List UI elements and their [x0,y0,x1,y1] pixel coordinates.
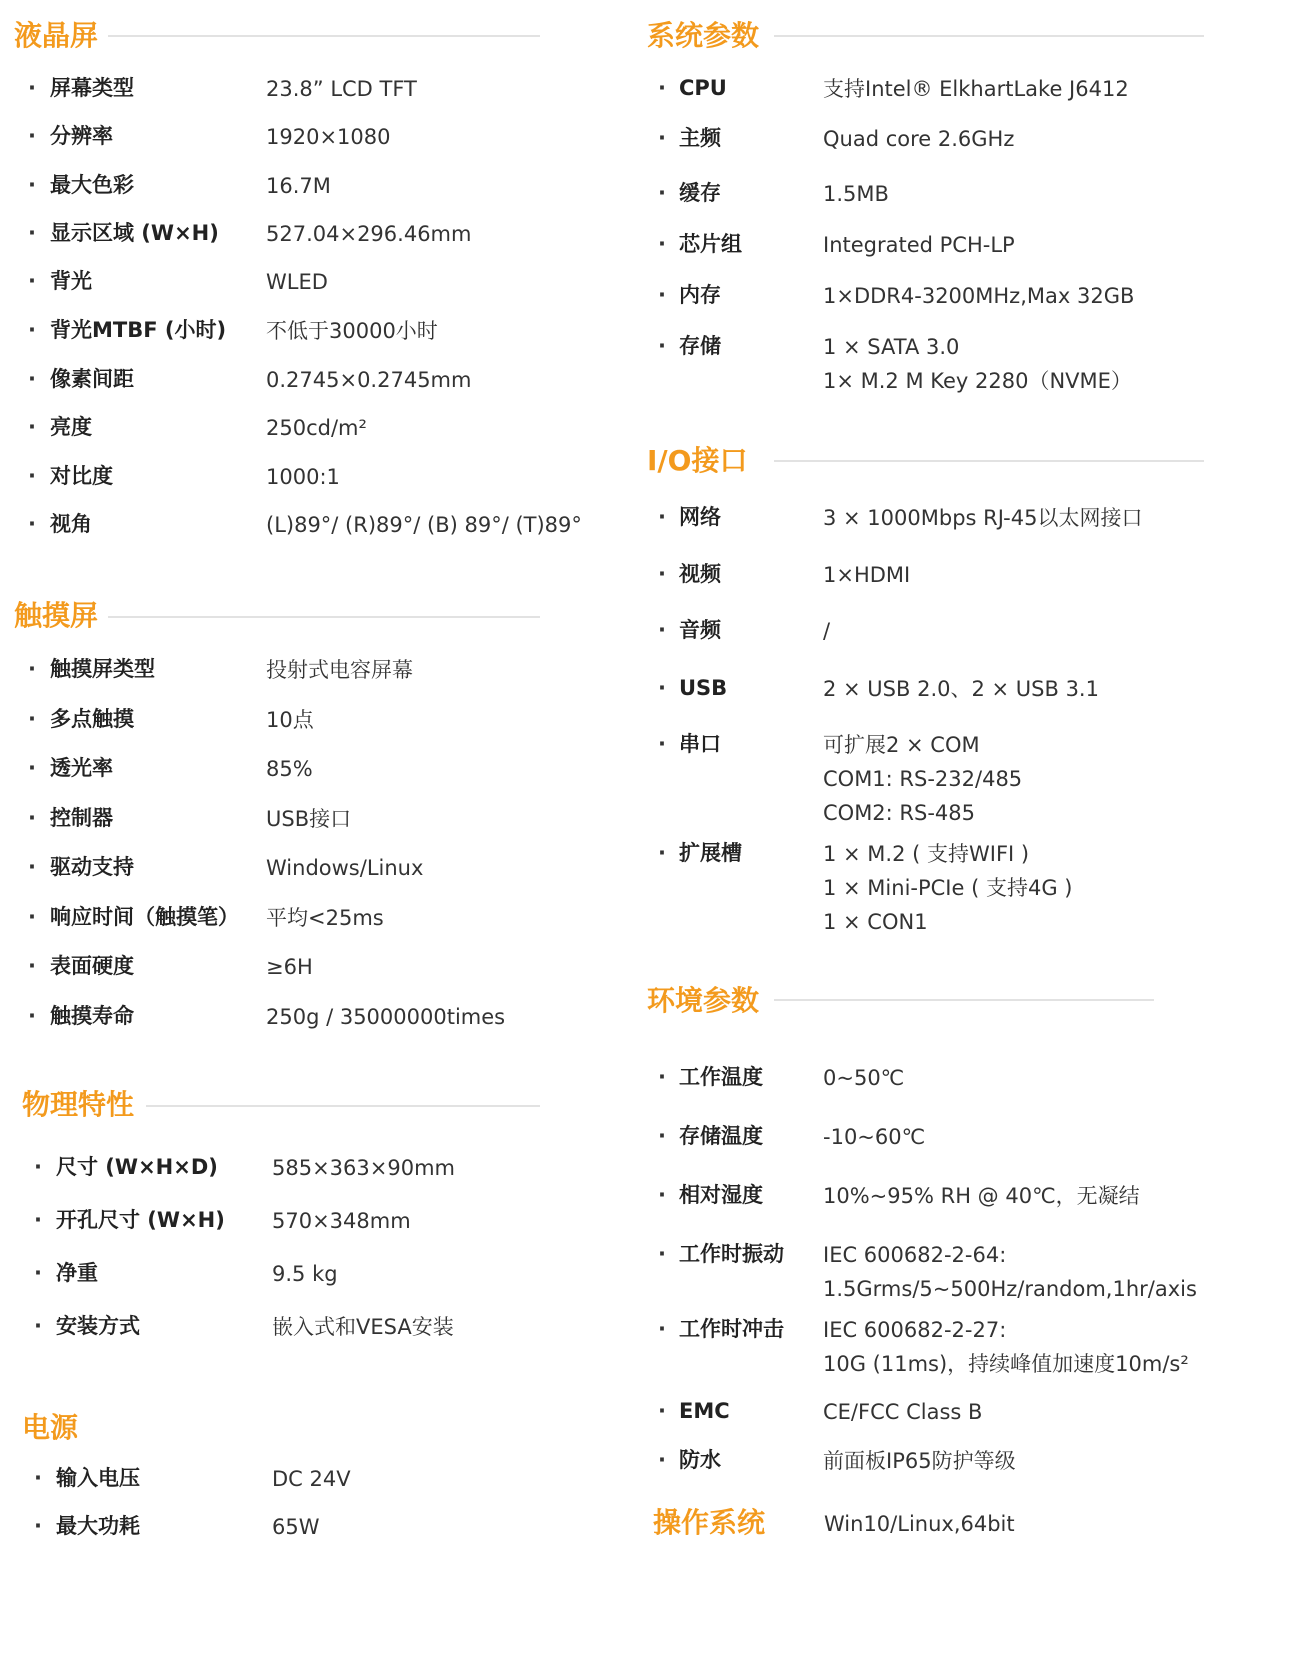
section-divider [108,35,540,37]
spec-value: 1920×1080 [266,125,391,149]
spec-label: 存储温度 [679,1124,763,1148]
spec-label: 存储 [679,334,721,358]
bullet-icon: · [28,318,36,342]
section-divider [146,1105,540,1107]
bullet-icon: · [28,512,36,536]
bullet-icon: · [28,269,36,293]
spec-value: (L)89°/ (R)89°/ (B) 89°/ (T)89° [266,513,582,537]
spec-label: 背光MTBF (小时) [50,318,227,342]
spec-value: IEC 600682-2-27: 10G (11ms)，持续峰值加速度10m/s² [823,1318,1189,1376]
spec-label: 背光 [50,269,92,293]
spec-value: 65W [272,1515,320,1539]
bullet-icon: · [658,1317,666,1341]
spec-value: 前面板IP65防护等级 [823,1449,1016,1473]
spec-label: 屏幕类型 [50,76,134,100]
bullet-icon: · [28,173,36,197]
bullet-icon: · [28,124,36,148]
bullet-icon: · [28,806,36,830]
bullet-icon: · [658,283,666,307]
bullet-icon: · [28,221,36,245]
bullet-icon: · [34,1261,42,1285]
spec-label: 分辨率 [50,124,113,148]
spec-value: 3 × 1000Mbps RJ-45以太网接口 [823,506,1143,530]
spec-value: 585×363×90mm [272,1156,455,1180]
spec-label: 工作时振动 [679,1242,784,1266]
spec-value: 16.7M [266,174,331,198]
spec-label: 安装方式 [56,1314,140,1338]
spec-label: 内存 [679,283,721,307]
spec-label: 触摸寿命 [50,1004,134,1028]
bullet-icon: · [658,676,666,700]
spec-value: 1×HDMI [823,563,911,587]
bullet-icon: · [28,415,36,439]
spec-value: Integrated PCH-LP [823,233,1015,257]
spec-label: 尺寸 (W×H×D) [56,1155,218,1179]
spec-label: 对比度 [50,464,113,488]
bullet-icon: · [658,1124,666,1148]
spec-label: 透光率 [50,756,113,780]
spec-value: 嵌入式和VESA安装 [272,1315,454,1339]
bullet-icon: · [658,181,666,205]
bullet-icon: · [28,707,36,731]
spec-value: 1 × M.2 ( 支持WIFI ) 1 × Mini-PCIe ( 支持4G ) 1 × CON1 [823,842,1073,934]
spec-label: 表面硬度 [50,954,134,978]
spec-value: 250cd/m² [266,416,367,440]
bullet-icon: · [658,1448,666,1472]
spec-value: CE/FCC Class B [823,1400,983,1424]
spec-value: 不低于30000小时 [266,319,438,343]
spec-label: 多点触摸 [50,707,134,731]
os-value: Win10/Linux,64bit [824,1512,1015,1536]
spec-value: 1.5MB [823,182,889,206]
spec-label: 网络 [679,505,721,529]
bullet-icon: · [658,1242,666,1266]
spec-label: 最大功耗 [56,1514,140,1538]
spec-value: 527.04×296.46mm [266,222,472,246]
spec-value: USB接口 [266,807,352,831]
spec-value: ≥6H [266,955,313,979]
spec-value: Windows/Linux [266,856,424,880]
spec-value: 投射式电容屏幕 [266,658,413,682]
bullet-icon: · [658,334,666,358]
section-divider [774,999,1154,1001]
spec-value: 1000:1 [266,465,340,489]
spec-label: 相对湿度 [679,1183,763,1207]
spec-value: 1 × SATA 3.0 1× M.2 M Key 2280（NVME） [823,335,1132,393]
spec-value: 0.2745×0.2745mm [266,368,472,392]
spec-value: 10%~95% RH @ 40℃，无凝结 [823,1184,1140,1208]
spec-value: 10点 [266,708,314,732]
section-title-lcd: 液晶屏 [14,19,99,52]
section-title-os: 操作系统 [653,1506,766,1539]
spec-value: WLED [266,270,328,294]
spec-label: 触摸屏类型 [50,657,155,681]
spec-label: CPU [679,76,727,100]
bullet-icon: · [658,1399,666,1423]
spec-label: 输入电压 [56,1466,140,1490]
spec-value: Quad core 2.6GHz [823,127,1015,151]
spec-label: 缓存 [679,181,721,205]
spec-label: 芯片组 [679,232,742,256]
bullet-icon: · [34,1208,42,1232]
bullet-icon: · [34,1466,42,1490]
spec-label: 视角 [50,512,92,536]
spec-label: 防水 [679,1448,721,1472]
bullet-icon: · [28,464,36,488]
bullet-icon: · [28,756,36,780]
bullet-icon: · [34,1155,42,1179]
bullet-icon: · [658,232,666,256]
bullet-icon: · [28,1004,36,1028]
spec-value: DC 24V [272,1467,351,1491]
bullet-icon: · [28,367,36,391]
section-title-io: I/O接口 [647,444,748,477]
section-divider [774,35,1204,37]
spec-label: 显示区域 (W×H) [50,221,219,245]
bullet-icon: · [658,618,666,642]
spec-label: 像素间距 [50,367,134,391]
spec-label: 亮度 [50,415,92,439]
bullet-icon: · [28,954,36,978]
spec-value: / [823,619,831,643]
spec-label: 控制器 [50,806,113,830]
bullet-icon: · [658,505,666,529]
spec-label: 视频 [679,562,721,586]
section-title-power: 电源 [22,1411,79,1444]
spec-label: 扩展槽 [679,841,742,865]
spec-label: 主频 [679,126,721,150]
spec-label: EMC [679,1399,730,1423]
spec-value: 1×DDR4-3200MHz,Max 32GB [823,284,1135,308]
spec-label: 工作温度 [679,1065,763,1089]
bullet-icon: · [658,76,666,100]
spec-value: 支持Intel® ElkhartLake J6412 [823,77,1129,101]
spec-label: 工作时冲击 [679,1317,784,1341]
spec-value: -10~60℃ [823,1125,926,1149]
section-title-touch: 触摸屏 [14,599,99,632]
spec-value: 570×348mm [272,1209,411,1233]
spec-value: 平均<25ms [266,906,384,930]
spec-value: 可扩展2 × COM COM1: RS-232/485 COM2: RS-485 [823,733,1023,825]
bullet-icon: · [28,76,36,100]
bullet-icon: · [658,126,666,150]
spec-value: 250g / 35000000times [266,1005,506,1029]
spec-value: 23.8” LCD TFT [266,77,417,101]
spec-label: 净重 [56,1261,98,1285]
section-title-physical: 物理特性 [22,1088,135,1121]
bullet-icon: · [28,905,36,929]
spec-label: USB [679,676,728,700]
spec-value: IEC 600682-2-64: 1.5Grms/5~500Hz/random,1hr/axis [823,1243,1197,1301]
spec-label: 音频 [679,618,721,642]
spec-label: 开孔尺寸 (W×H) [56,1208,225,1232]
bullet-icon: · [658,732,666,756]
bullet-icon: · [34,1514,42,1538]
bullet-icon: · [658,841,666,865]
bullet-icon: · [34,1314,42,1338]
bullet-icon: · [658,1065,666,1089]
bullet-icon: · [658,1183,666,1207]
bullet-icon: · [28,657,36,681]
spec-value: 85% [266,757,313,781]
section-title-system: 系统参数 [647,19,760,52]
bullet-icon: · [28,855,36,879]
spec-value: 0~50℃ [823,1066,905,1090]
spec-label: 驱动支持 [50,855,134,879]
spec-value: 2 × USB 2.0、2 × USB 3.1 [823,677,1099,701]
section-divider [774,460,1204,462]
bullet-icon: · [658,562,666,586]
spec-label: 响应时间（触摸笔） [50,905,239,929]
spec-label: 串口 [679,732,721,756]
section-title-env: 环境参数 [647,984,760,1017]
spec-value: 9.5 kg [272,1262,338,1286]
spec-label: 最大色彩 [50,173,134,197]
section-divider [108,616,540,618]
